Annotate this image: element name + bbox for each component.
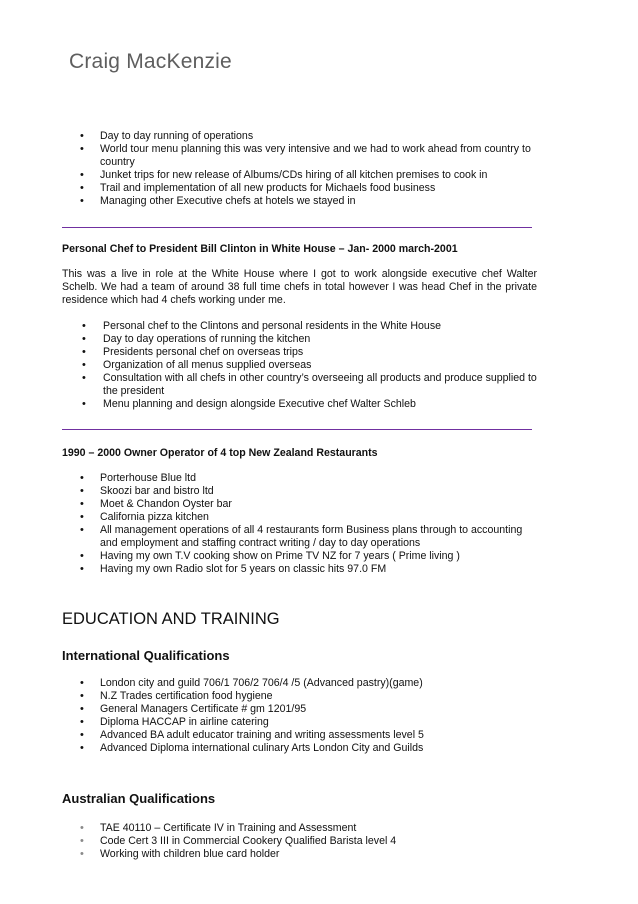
list-item: • Having my own T.V cooking show on Prime TV NZ for 7 years ( Prime living ) bbox=[80, 550, 460, 562]
bullet-icon: • bbox=[80, 195, 84, 207]
education-title: EDUCATION AND TRAINING bbox=[62, 610, 280, 628]
bullet-icon: • bbox=[80, 742, 84, 754]
list-item: • Working with children blue card holder bbox=[80, 848, 280, 860]
duties-list bbox=[80, 130, 535, 208]
list-item: • Day to day operations of running the kitchen bbox=[82, 333, 311, 345]
bullet-icon: • bbox=[82, 346, 86, 358]
list-item: • N.Z Trades certification food hygiene bbox=[80, 690, 273, 702]
bullet-icon: • bbox=[80, 703, 84, 715]
australian-qualifications-title: Australian Qualifications bbox=[62, 791, 216, 806]
bullet-icon: • bbox=[80, 729, 84, 741]
international-qualifications-title: International Qualifications bbox=[62, 648, 230, 663]
list-item: • Menu planning and design alongside Executive chef Walter Schleb bbox=[82, 398, 416, 410]
bullet-icon: • bbox=[80, 716, 84, 728]
job-description: This was a live in role at the White House where I got to work alongside executive chef Walter Schelb. We had a team of around 38 full time chefs in total however I was head Chef in the private residence which had 4 chefs working under me. bbox=[62, 268, 537, 306]
bullet-icon: • bbox=[82, 320, 86, 332]
bullet-icon: • bbox=[80, 690, 84, 702]
bullet-icon: • bbox=[80, 511, 84, 523]
bullet-icon: • bbox=[80, 848, 84, 860]
bullet-icon: • bbox=[80, 182, 84, 194]
list-item: • Managing other Executive chefs at hotels we stayed in bbox=[80, 195, 356, 207]
bullet-icon: • bbox=[80, 472, 84, 484]
candidate-name: Craig MacKenzie bbox=[69, 50, 232, 73]
bullet-icon: • bbox=[80, 835, 84, 847]
list-item: • Personal chef to the Clintons and personal residents in the White House bbox=[82, 320, 442, 332]
list-item: • All management operations of all 4 restaurants form Business plans through to accounting and employment and staffing contract writing / day to day operations bbox=[80, 524, 523, 549]
job-heading-restaurants: 1990 – 2000 Owner Operator of 4 top New Zealand Restaurants bbox=[62, 447, 378, 459]
section-divider bbox=[62, 227, 532, 228]
bullet-icon: • bbox=[80, 498, 84, 510]
bullet-icon: • bbox=[80, 169, 84, 181]
list-item: • Presidents personal chef on overseas trips bbox=[82, 346, 304, 358]
restaurants-list bbox=[80, 472, 535, 576]
bullet-icon: • bbox=[80, 563, 84, 575]
bullet-icon: • bbox=[80, 524, 84, 536]
list-item: • London city and guild 706/1 706/2 706/4 /5 (Advanced pastry)(game) bbox=[80, 677, 423, 689]
list-item: • Diploma HACCAP in airline catering bbox=[80, 716, 269, 728]
list-item: • Trail and implementation of all new products for Michaels food business bbox=[80, 182, 436, 194]
bullet-icon: • bbox=[82, 372, 86, 384]
bullet-icon: • bbox=[82, 359, 86, 371]
list-item: • Organization of all menus supplied overseas bbox=[82, 359, 312, 371]
section-divider bbox=[62, 429, 532, 430]
list-item: • Having my own Radio slot for 5 years on classic hits 97.0 FM bbox=[80, 563, 387, 575]
job-heading-clinton: Personal Chef to President Bill Clinton in White House – Jan- 2000 march-2001 bbox=[62, 243, 458, 255]
list-item: • Moet & Chandon Oyster bar bbox=[80, 498, 232, 510]
clinton-duties-list bbox=[82, 320, 537, 411]
international-qualifications-list bbox=[80, 677, 535, 755]
list-item: • General Managers Certificate # gm 1201/95 bbox=[80, 703, 307, 715]
list-item: • World tour menu planning this was very intensive and we had to work ahead from country to country bbox=[80, 143, 531, 168]
bullet-icon: • bbox=[82, 333, 86, 345]
list-item: • Porterhouse Blue ltd bbox=[80, 472, 196, 484]
list-item: • Advanced Diploma international culinary Arts London City and Guilds bbox=[80, 742, 424, 754]
bullet-icon: • bbox=[82, 398, 86, 410]
list-item: • Advanced BA adult educator training and writing assessments level 5 bbox=[80, 729, 424, 741]
list-item: • California pizza kitchen bbox=[80, 511, 209, 523]
bullet-icon: • bbox=[80, 130, 84, 142]
bullet-icon: • bbox=[80, 822, 84, 834]
list-item: • Consultation with all chefs in other country’s overseeing all products and produce supplied to the president bbox=[82, 372, 537, 397]
bullet-icon: • bbox=[80, 677, 84, 689]
list-item: • TAE 40110 – Certificate IV in Training and Assessment bbox=[80, 822, 357, 834]
list-item: • Junket trips for new release of Albums/CDs hiring of all kitchen premises to cook in bbox=[80, 169, 488, 181]
list-item: • Code Cert 3 III in Commercial Cookery Qualified Barista level 4 bbox=[80, 835, 397, 847]
australian-qualifications-list bbox=[80, 822, 535, 861]
bullet-icon: • bbox=[80, 550, 84, 562]
list-item: • Day to day running of operations bbox=[80, 130, 254, 142]
bullet-icon: • bbox=[80, 485, 84, 497]
list-item: • Skoozi bar and bistro ltd bbox=[80, 485, 214, 497]
bullet-icon: • bbox=[80, 143, 84, 155]
